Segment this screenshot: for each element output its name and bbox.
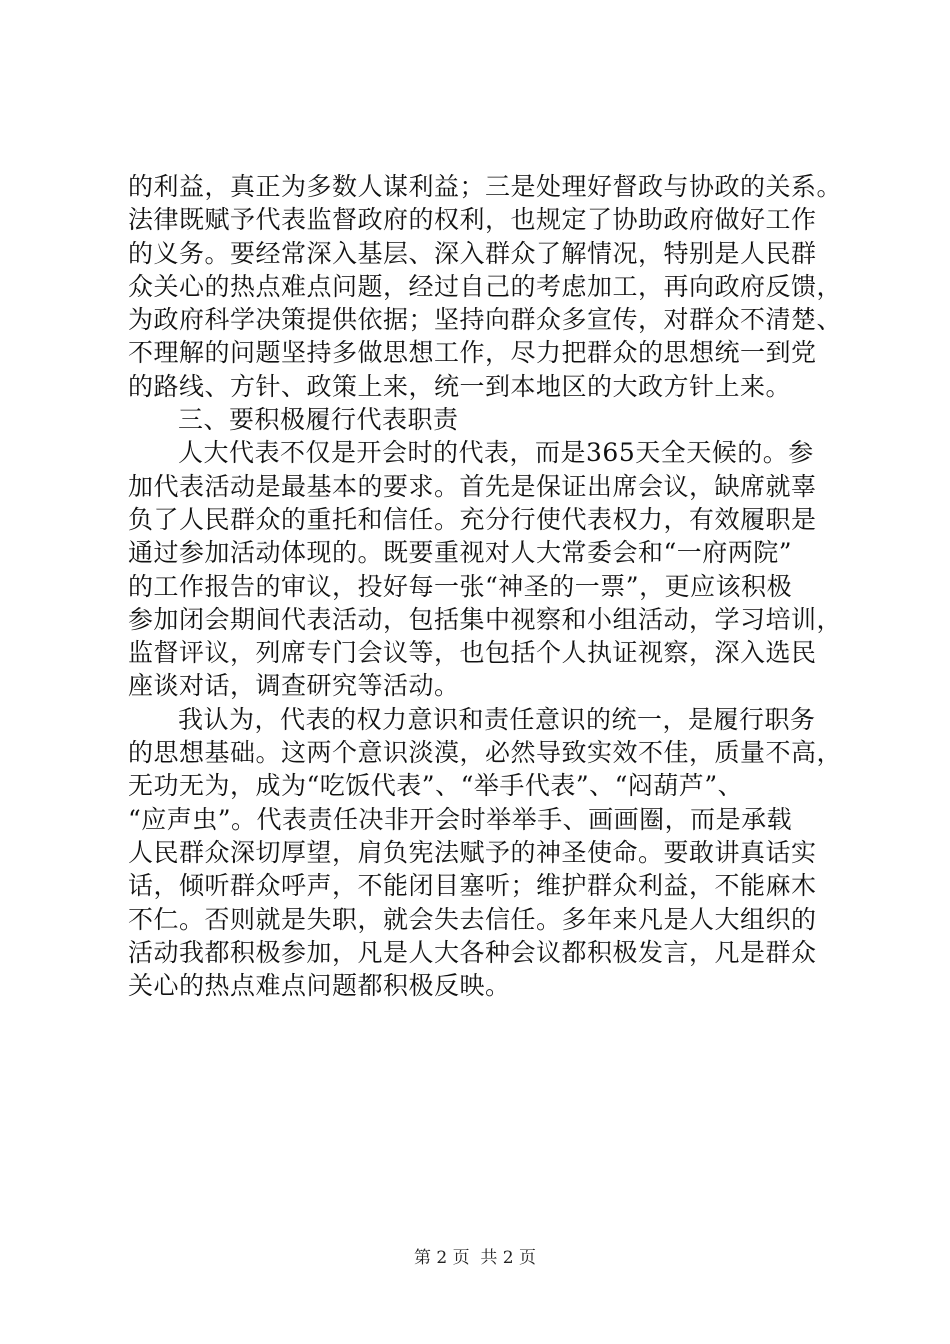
text-line: 法律既赋予代表监督政府的权利，也规定了协助政府做好工作 xyxy=(128,205,817,235)
text-line: 众关心的热点难点问题，经过自己的考虑加工，再向政府反馈， xyxy=(128,271,843,301)
text-line: 通过参加活动体现的。既要重视对人大常委会和“一府两院” xyxy=(128,538,793,568)
page-footer xyxy=(0,1243,950,1268)
text-line: 参加闭会期间代表活动，包括集中视察和小组活动，学习培训， xyxy=(128,604,843,634)
page-number: 第 2 页 共 2 页 xyxy=(413,1248,537,1268)
text-line: 人民群众深切厚望，肩负宪法赋予的神圣使命。要敢讲真话实 xyxy=(128,837,817,867)
text-line: 负了人民群众的重托和信任。充分行使代表权力，有效履职是 xyxy=(128,504,817,534)
text-line: 的工作报告的审议，投好每一张“神圣的一票”，更应该积极 xyxy=(128,571,793,601)
text-line: 监督评议，列席专门会议等，也包括个人执证视察，深入选民 xyxy=(128,638,817,668)
text-line: 的思想基础。这两个意识淡漠，必然导致实效不佳，质量不高， xyxy=(128,738,843,768)
text-line: “应声虫”。代表责任决非开会时举举手、画画圈，而是承载 xyxy=(128,804,793,834)
text-line: 的利益，真正为多数人谋利益；三是处理好督政与协政的关系。 xyxy=(128,172,843,201)
text-line: 不理解的问题坚持多做思想工作，尽力把群众的思想统一到党 xyxy=(128,338,817,368)
text-line: 不仁。否则就是失职，就会失去信任。多年来凡是人大组织的 xyxy=(128,904,817,934)
text-line: 我认为，代表的权力意识和责任意识的统一，是履行职务 xyxy=(178,704,816,734)
text-line: 人大代表不仅是开会时的代表，而是365天全天候的。参 xyxy=(178,438,814,468)
text-line: 话，倾听群众呼声，不能闭目塞听；维护群众利益，不能麻木 xyxy=(128,871,817,901)
text-line: 为政府科学决策提供依据；坚持向群众多宣传，对群众不清楚、 xyxy=(128,305,843,335)
text-line: 的路线、方针、政策上来，统一到本地区的大政方针上来。 xyxy=(128,371,792,401)
text-line: 加代表活动是最基本的要求。首先是保证出席会议，缺席就辜 xyxy=(128,471,817,501)
section-heading: 三、要积极履行代表职责 xyxy=(178,405,459,435)
text-line: 座谈对话，调查研究等活动。 xyxy=(128,671,460,701)
text-line: 活动我都积极参加，凡是人大各种会议都积极发言，凡是群众 xyxy=(128,937,817,967)
text-line: 关心的热点难点问题都积极反映。 xyxy=(128,971,511,1001)
text-line: 无功无为，成为“吃饭代表”、“举手代表”、“闷葫芦”、 xyxy=(128,771,744,801)
text-line: 的义务。要经常深入基层、深入群众了解情况，特别是人民群 xyxy=(128,238,817,268)
document-body xyxy=(128,170,843,1002)
